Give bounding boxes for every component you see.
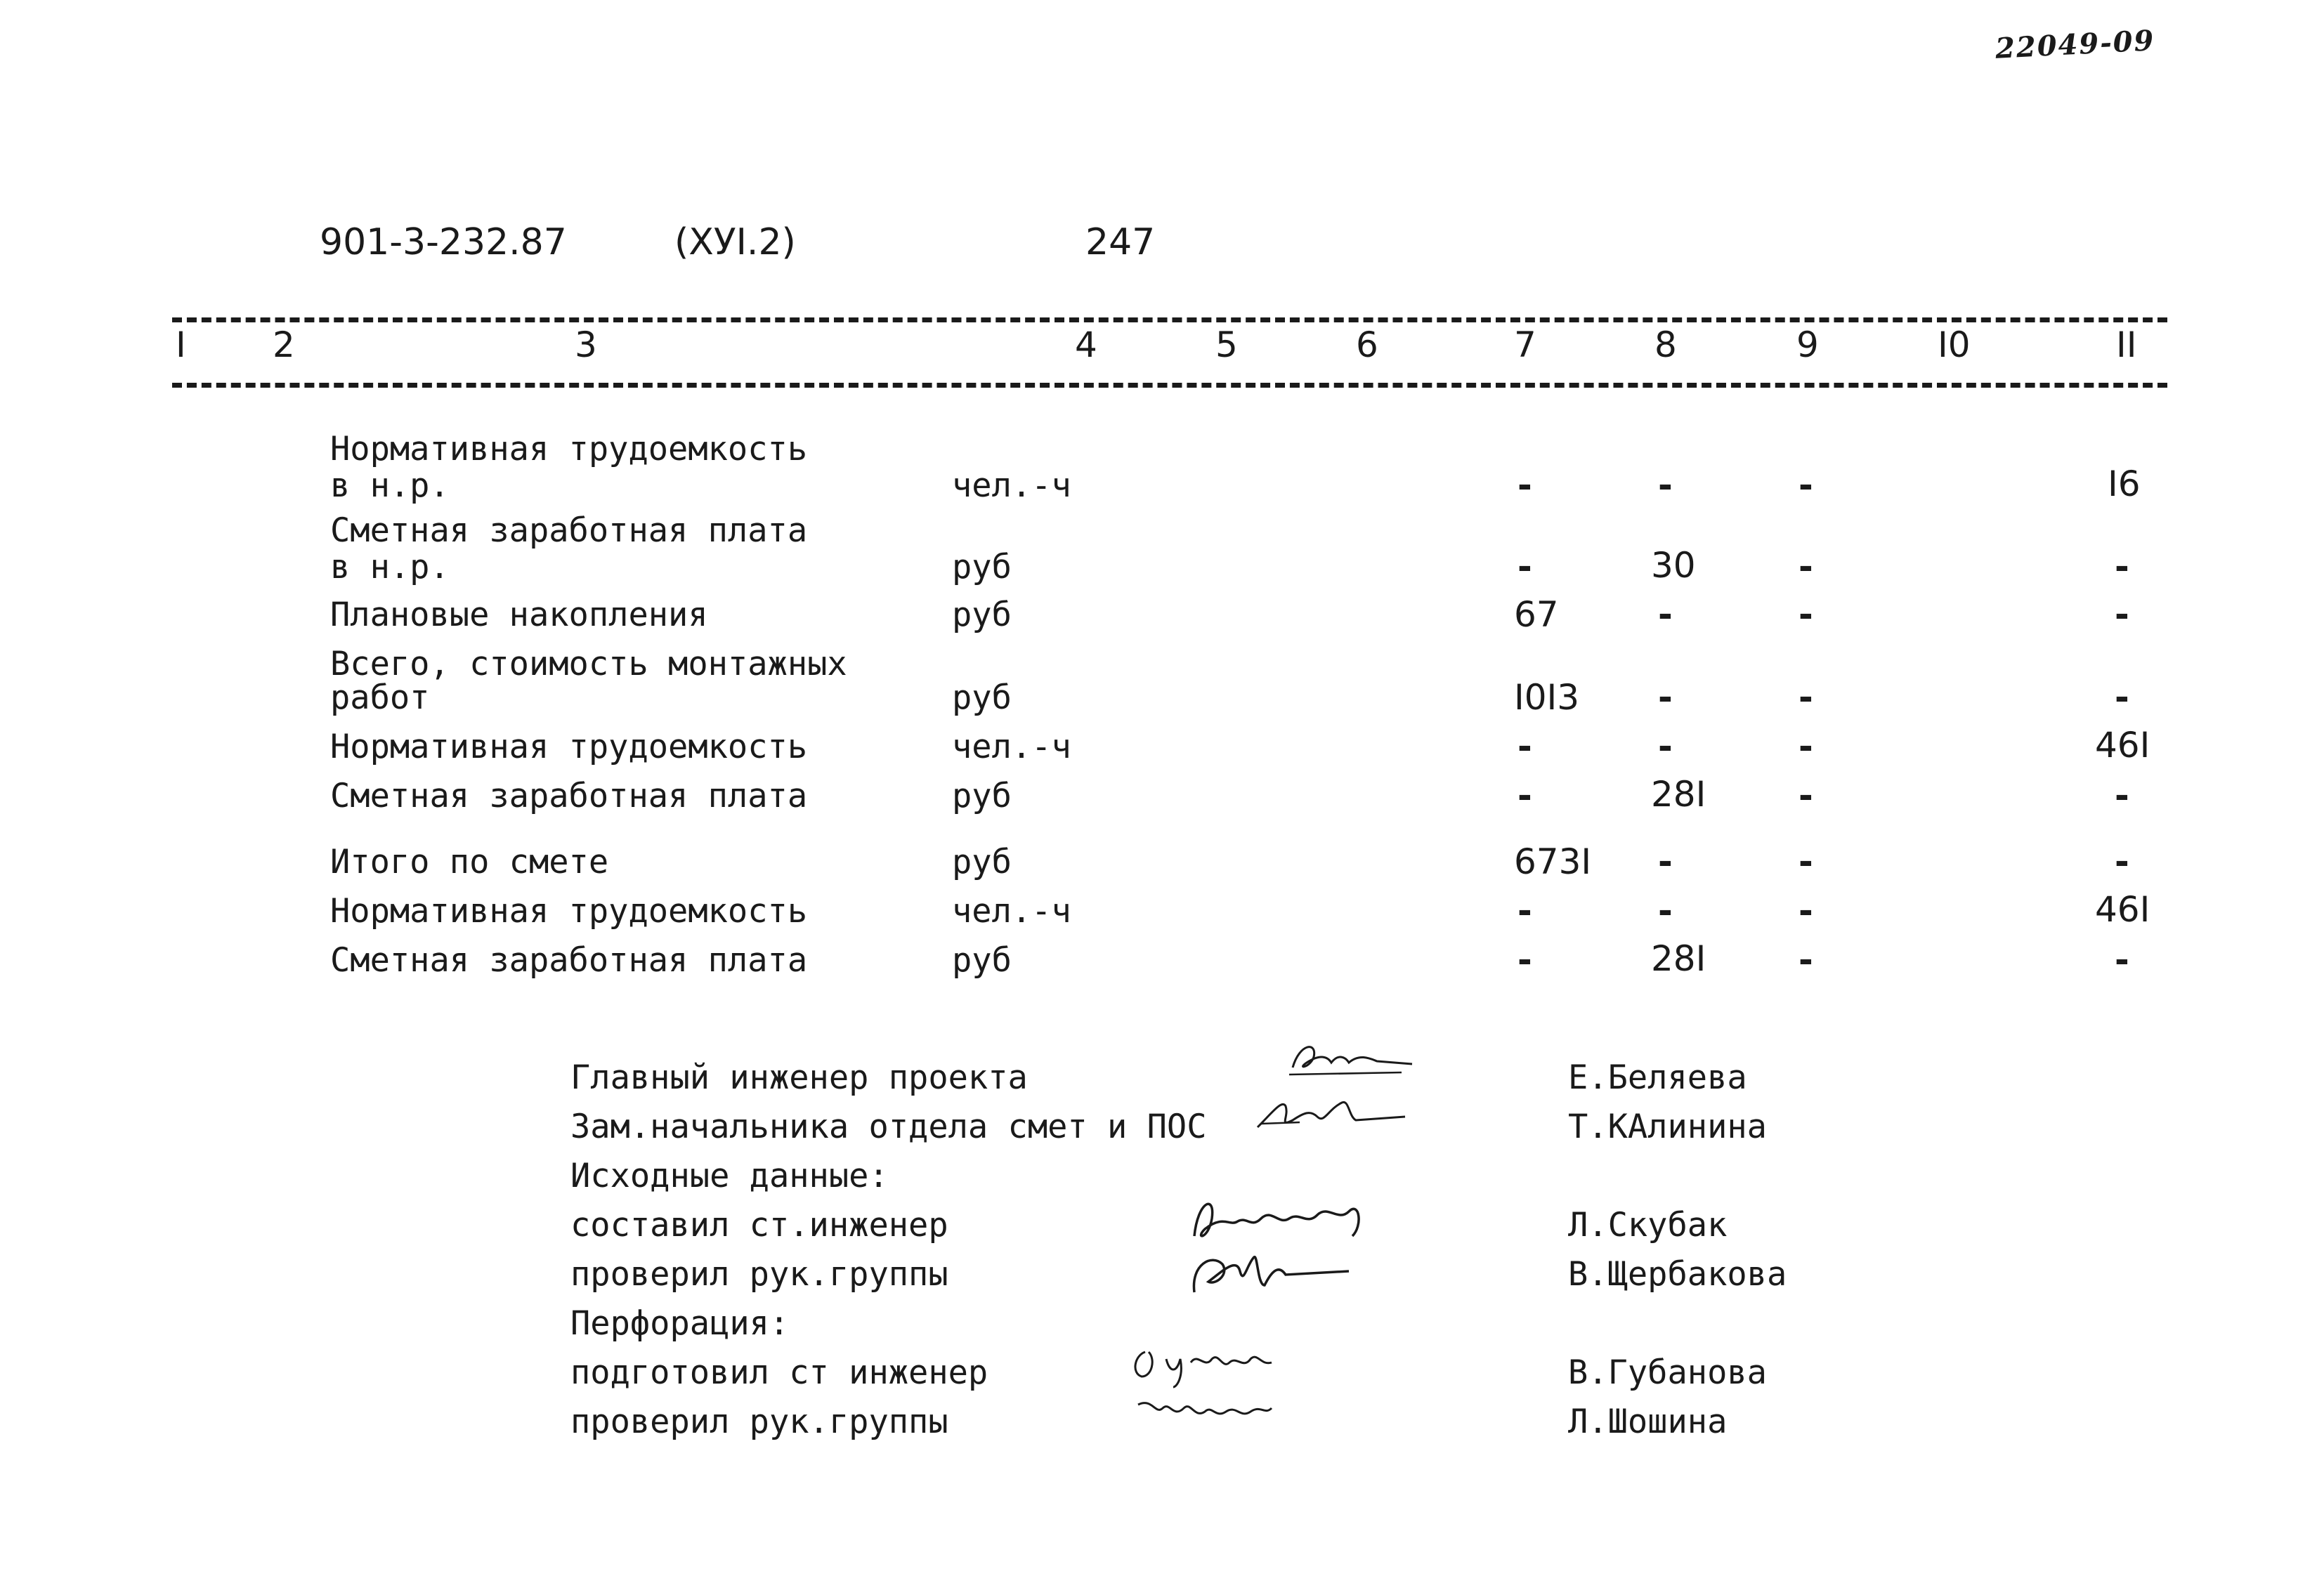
row-label: Нормативная трудоемкость <box>330 728 808 766</box>
prepared-name: В.Губанова <box>1568 1353 1767 1392</box>
column-number-6: 6 <box>1356 324 1378 365</box>
cell-col11: 46I <box>2095 725 2150 766</box>
row-label-cont: в н.р. <box>330 466 450 505</box>
row-label: Сметная заработная плата <box>330 941 808 980</box>
deputy-label: Зам.начальника отдела смет и ПОС <box>570 1108 1207 1146</box>
cell-col9: - <box>1799 940 1813 980</box>
row-unit: руб <box>952 548 1012 586</box>
column-number-7: 7 <box>1514 324 1536 365</box>
cell-col11: - <box>2115 677 2129 718</box>
cell-col8: - <box>1658 841 1673 882</box>
row-unit: руб <box>952 777 1012 815</box>
signature-chief-engineer <box>1279 1036 1419 1085</box>
row-label: Итого по смете <box>330 843 609 881</box>
cell-col8: - <box>1658 677 1673 718</box>
cell-col7: - <box>1517 891 1532 931</box>
column-number-2: 2 <box>273 324 295 365</box>
compiled-label: составил ст.инженер <box>570 1206 948 1245</box>
doc-number: 901-3-232.87 <box>320 221 567 263</box>
cell-col8: - <box>1658 465 1673 506</box>
cell-col7: 67 <box>1514 594 1559 635</box>
chief-engineer-name: Е.Беляева <box>1568 1058 1747 1097</box>
column-number-5: 5 <box>1215 324 1238 365</box>
column-number-11: II <box>2116 324 2137 365</box>
cell-col9: - <box>1799 677 1813 718</box>
source-data-label: Исходные данные: <box>570 1157 889 1195</box>
compiled-name: Л.Скубак <box>1568 1206 1728 1245</box>
cell-col7: - <box>1517 546 1532 587</box>
cell-col8: - <box>1658 891 1673 931</box>
cell-col9: - <box>1799 891 1813 931</box>
cell-col11: I6 <box>2108 464 2141 504</box>
corner-code: 22049-09 <box>1994 24 2156 65</box>
cell-col9: - <box>1799 775 1813 816</box>
signature-prepared-checked <box>1124 1338 1321 1443</box>
cell-col9: - <box>1799 726 1813 767</box>
cell-col9: - <box>1799 594 1813 635</box>
cell-col11: - <box>2115 546 2129 587</box>
perforation-label: Перфорация: <box>570 1304 790 1343</box>
cell-col8: - <box>1658 726 1673 767</box>
checked-label: проверил рук.группы <box>570 1255 948 1294</box>
row-unit: чел.-ч <box>952 728 1071 766</box>
column-number-3: 3 <box>575 324 597 365</box>
cell-col8: - <box>1658 594 1673 635</box>
table-header-top-rule <box>172 317 2167 322</box>
column-number-9: 9 <box>1796 324 1819 365</box>
row-label: Плановые накопления <box>330 596 708 634</box>
checked-name: В.Щербакова <box>1568 1255 1787 1294</box>
cell-col7: - <box>1517 465 1532 506</box>
cell-col7: - <box>1517 775 1532 816</box>
cell-col11: 46I <box>2095 889 2150 930</box>
checked2-label: проверил рук.группы <box>570 1403 948 1441</box>
cell-col7: 673I <box>1514 841 1592 882</box>
page-number: 247 <box>1085 221 1156 263</box>
cell-col7: I0I3 <box>1514 677 1580 718</box>
row-label: Нормативная трудоемкость <box>330 892 808 931</box>
row-unit: чел.-ч <box>952 892 1071 931</box>
column-number-10: I0 <box>1938 324 1971 365</box>
cell-col7: - <box>1517 940 1532 980</box>
cell-col11: - <box>2115 775 2129 816</box>
cell-col8: 28I <box>1651 938 1706 979</box>
row-unit: руб <box>952 596 1012 634</box>
cell-col11: - <box>2115 940 2129 980</box>
column-number-4: 4 <box>1075 324 1097 365</box>
deputy-name: Т.КАлинина <box>1568 1108 1767 1146</box>
cell-col11: - <box>2115 594 2129 635</box>
signature-compiled-checked <box>1180 1187 1391 1306</box>
cell-col8: 28I <box>1651 774 1706 815</box>
cell-col9: - <box>1799 546 1813 587</box>
cell-col7: - <box>1517 726 1532 767</box>
row-unit: руб <box>952 843 1012 881</box>
row-label-cont: работ <box>330 678 430 717</box>
row-label-cont: в н.р. <box>330 548 450 586</box>
column-number-1: I <box>176 324 186 365</box>
chief-engineer-label: Главный инженер проекта <box>570 1058 1028 1097</box>
signature-deputy <box>1251 1089 1412 1138</box>
cell-col11: - <box>2115 841 2129 882</box>
cell-col9: - <box>1799 841 1813 882</box>
cell-col9: - <box>1799 465 1813 506</box>
row-label: Сметная заработная плата <box>330 777 808 815</box>
prepared-label: подготовил ст инженер <box>570 1353 988 1392</box>
row-unit: чел.-ч <box>952 466 1071 505</box>
row-unit: руб <box>952 941 1012 980</box>
section-code: (ХУI.2) <box>674 221 796 263</box>
checked2-name: Л.Шошина <box>1568 1403 1728 1441</box>
row-unit: руб <box>952 678 1012 717</box>
column-number-8: 8 <box>1654 324 1677 365</box>
table-header-bottom-rule <box>172 383 2167 388</box>
cell-col8: 30 <box>1651 545 1696 586</box>
row-label: Всего, стоимость монтажных <box>330 645 847 683</box>
row-label: Сметная заработная плата <box>330 511 808 550</box>
row-label: Нормативная трудоемкость <box>330 430 808 468</box>
